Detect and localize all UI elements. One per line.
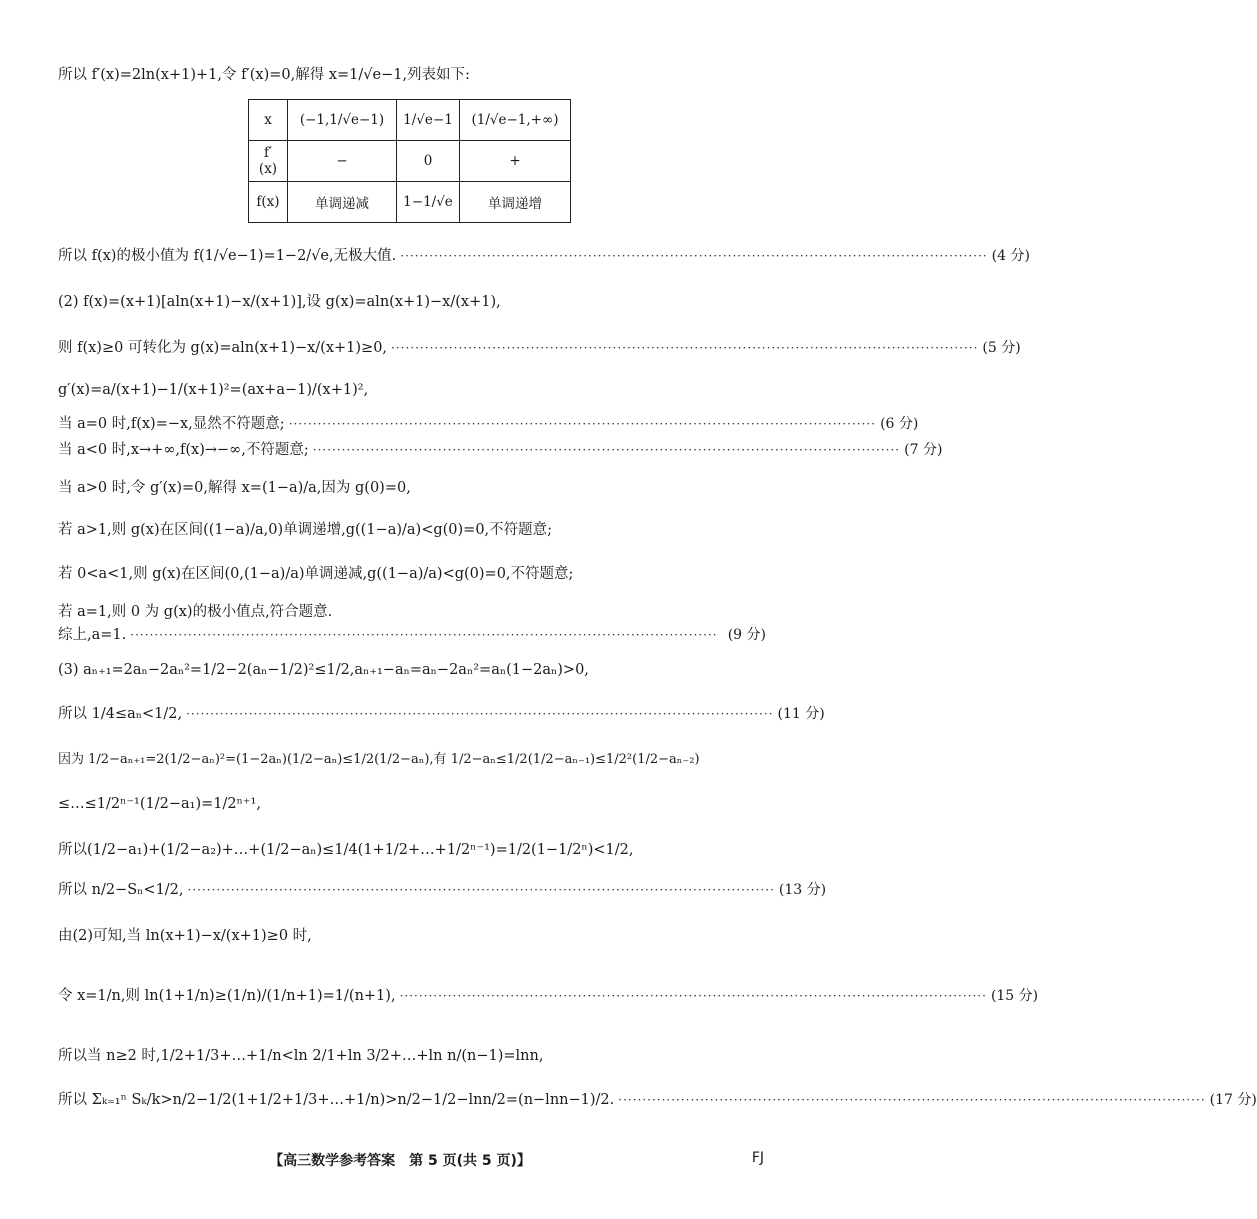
score-label: (7 分) <box>904 442 943 458</box>
line-3 <box>58 292 766 312</box>
line-7 <box>58 440 943 460</box>
leader-dots: ·························································································································· <box>130 628 718 642</box>
line-8 <box>58 478 766 498</box>
monotonicity-table <box>248 99 571 223</box>
line-text: 当 a<0 时,x→+∞,f(x)→−∞,不符题意; <box>58 442 309 458</box>
footer-title: 【高三数学参考答案 第 5 页(共 5 页)】 <box>269 1153 531 1169</box>
score-label: (4 分) <box>991 248 1030 264</box>
line-11 <box>58 602 766 622</box>
score-label: (5 分) <box>982 340 1021 356</box>
line-text: 所以 Σₖ₌₁ⁿ Sₖ/k>n/2−1/2(1+1/2+1/3+…+1/n)>n/2−1/2−lnn/2=(n−lnn−1)/2. <box>58 1092 615 1108</box>
table-cell: 单调递减 <box>288 182 397 223</box>
table-cell: 0 <box>397 141 460 182</box>
line-17 <box>58 840 766 860</box>
table-cell: (−1,1/√e−1) <box>288 100 397 141</box>
leader-dots: ·························································································································· <box>399 989 987 1003</box>
table-cell: + <box>460 141 571 182</box>
line-text: 所以 f′(x)=2ln(x+1)+1,令 f′(x)=0,解得 x=1/√e−1,列表如下: <box>58 67 470 83</box>
line-text: 所以 1/4≤aₙ<1/2, <box>58 706 183 722</box>
line-1 <box>58 65 766 85</box>
footer-code: FJ <box>751 1150 764 1166</box>
line-2 <box>58 246 1030 266</box>
line-text: 当 a=0 时,f(x)=−x,显然不符题意; <box>58 416 285 432</box>
line-text: 若 a=1,则 0 为 g(x)的极小值点,符合题意. <box>58 604 333 620</box>
line-5 <box>58 380 766 400</box>
leader-dots: ·························································································································· <box>618 1093 1206 1107</box>
line-10 <box>58 564 766 584</box>
table-cell: (1/√e−1,+∞) <box>460 100 571 141</box>
line-text: 综上,a=1. <box>58 627 127 643</box>
score-label: (17 分) <box>1209 1092 1257 1108</box>
table-cell: f(x) <box>249 182 288 223</box>
line-20 <box>58 986 1039 1006</box>
line-text: (2) f(x)=(x+1)[aln(x+1)−x/(x+1)],设 g(x)=aln(x+1)−x/(x+1), <box>58 294 501 310</box>
line-6 <box>58 414 919 434</box>
line-text: 所以 n/2−Sₙ<1/2, <box>58 882 184 898</box>
line-19 <box>58 926 766 946</box>
line-4 <box>58 338 1021 358</box>
leader-dots: ·························································································································· <box>187 883 775 897</box>
table-row <box>249 100 571 141</box>
table-cell: 单调递增 <box>460 182 571 223</box>
line-text: 当 a>0 时,令 g′(x)=0,解得 x=(1−a)/a,因为 g(0)=0, <box>58 480 411 496</box>
line-13 <box>58 660 766 680</box>
line-text: 则 f(x)≥0 可转化为 g(x)=aln(x+1)−x/(x+1)≥0, <box>58 340 388 356</box>
score-label: (6 分) <box>880 416 919 432</box>
line-9 <box>58 520 766 540</box>
line-text: 由(2)可知,当 ln(x+1)−x/(x+1)≥0 时, <box>58 928 312 944</box>
line-text: (3) aₙ₊₁=2aₙ−2aₙ²=1/2−2(aₙ−1/2)²≤1/2,aₙ₊₁−aₙ=aₙ−2aₙ²=aₙ(1−2aₙ)>0, <box>58 662 589 678</box>
table-row <box>249 182 571 223</box>
table-cell: − <box>288 141 397 182</box>
table-cell: f′(x) <box>249 141 288 182</box>
score-label: (13 分) <box>778 882 827 898</box>
line-18 <box>58 880 827 900</box>
line-text: 所以当 n≥2 时,1/2+1/3+…+1/n<ln 2/1+ln 3/2+…+ln n/(n−1)=lnn, <box>58 1048 544 1064</box>
line-text: 所以 f(x)的极小值为 f(1/√e−1)=1−2/√e,无极大值. <box>58 248 397 264</box>
leader-dots: ·························································································································· <box>312 443 901 457</box>
line-text: 若 a>1,则 g(x)在区间((1−a)/a,0)单调递增,g((1−a)/a)<g(0)=0,不符题意; <box>58 522 553 538</box>
leader-dots: ·························································································································· <box>400 249 988 263</box>
table-row <box>249 141 571 182</box>
line-text: ≤…≤1/2ⁿ⁻¹(1/2−a₁)=1/2ⁿ⁺¹, <box>58 796 261 812</box>
leader-dots: ·························································································································· <box>186 707 774 721</box>
line-14 <box>58 704 825 724</box>
line-16 <box>58 794 766 814</box>
line-21 <box>58 1046 766 1066</box>
score-label: (9 分) <box>727 627 766 643</box>
score-label: (15 分) <box>990 988 1039 1004</box>
line-text: 若 0<a<1,则 g(x)在区间(0,(1−a)/a)单调递减,g((1−a)/a)<g(0)=0,不符题意; <box>58 566 574 582</box>
leader-dots: ·························································································································· <box>391 341 979 355</box>
table-cell: 1/√e−1 <box>397 100 460 141</box>
table-cell: x <box>249 100 288 141</box>
line-text: 令 x=1/n,则 ln(1+1/n)≥(1/n)/(1/n+1)=1/(n+1), <box>58 988 396 1004</box>
line-text: 所以(1/2−a₁)+(1/2−a₂)+…+(1/2−aₙ)≤1/4(1+1/2+…+1/2ⁿ⁻¹)=1/2(1−1/2ⁿ)<1/2, <box>58 842 634 858</box>
line-12 <box>58 625 766 645</box>
table-cell: 1−1/√e <box>397 182 460 223</box>
line-22 <box>58 1090 1257 1110</box>
line-15 <box>58 750 766 770</box>
score-label: (11 分) <box>777 706 825 722</box>
line-text: 因为 1/2−aₙ₊₁=2(1/2−aₙ)²=(1−2aₙ)(1/2−aₙ)≤1/2(1/2−aₙ),有 1/2−aₙ≤1/2(1/2−aₙ₋₁)≤1/2²(1/2−aₙ₋₂) <box>58 752 700 767</box>
line-text: g′(x)=a/(x+1)−1/(x+1)²=(ax+a−1)/(x+1)², <box>58 382 369 398</box>
leader-dots: ·························································································································· <box>288 417 877 431</box>
